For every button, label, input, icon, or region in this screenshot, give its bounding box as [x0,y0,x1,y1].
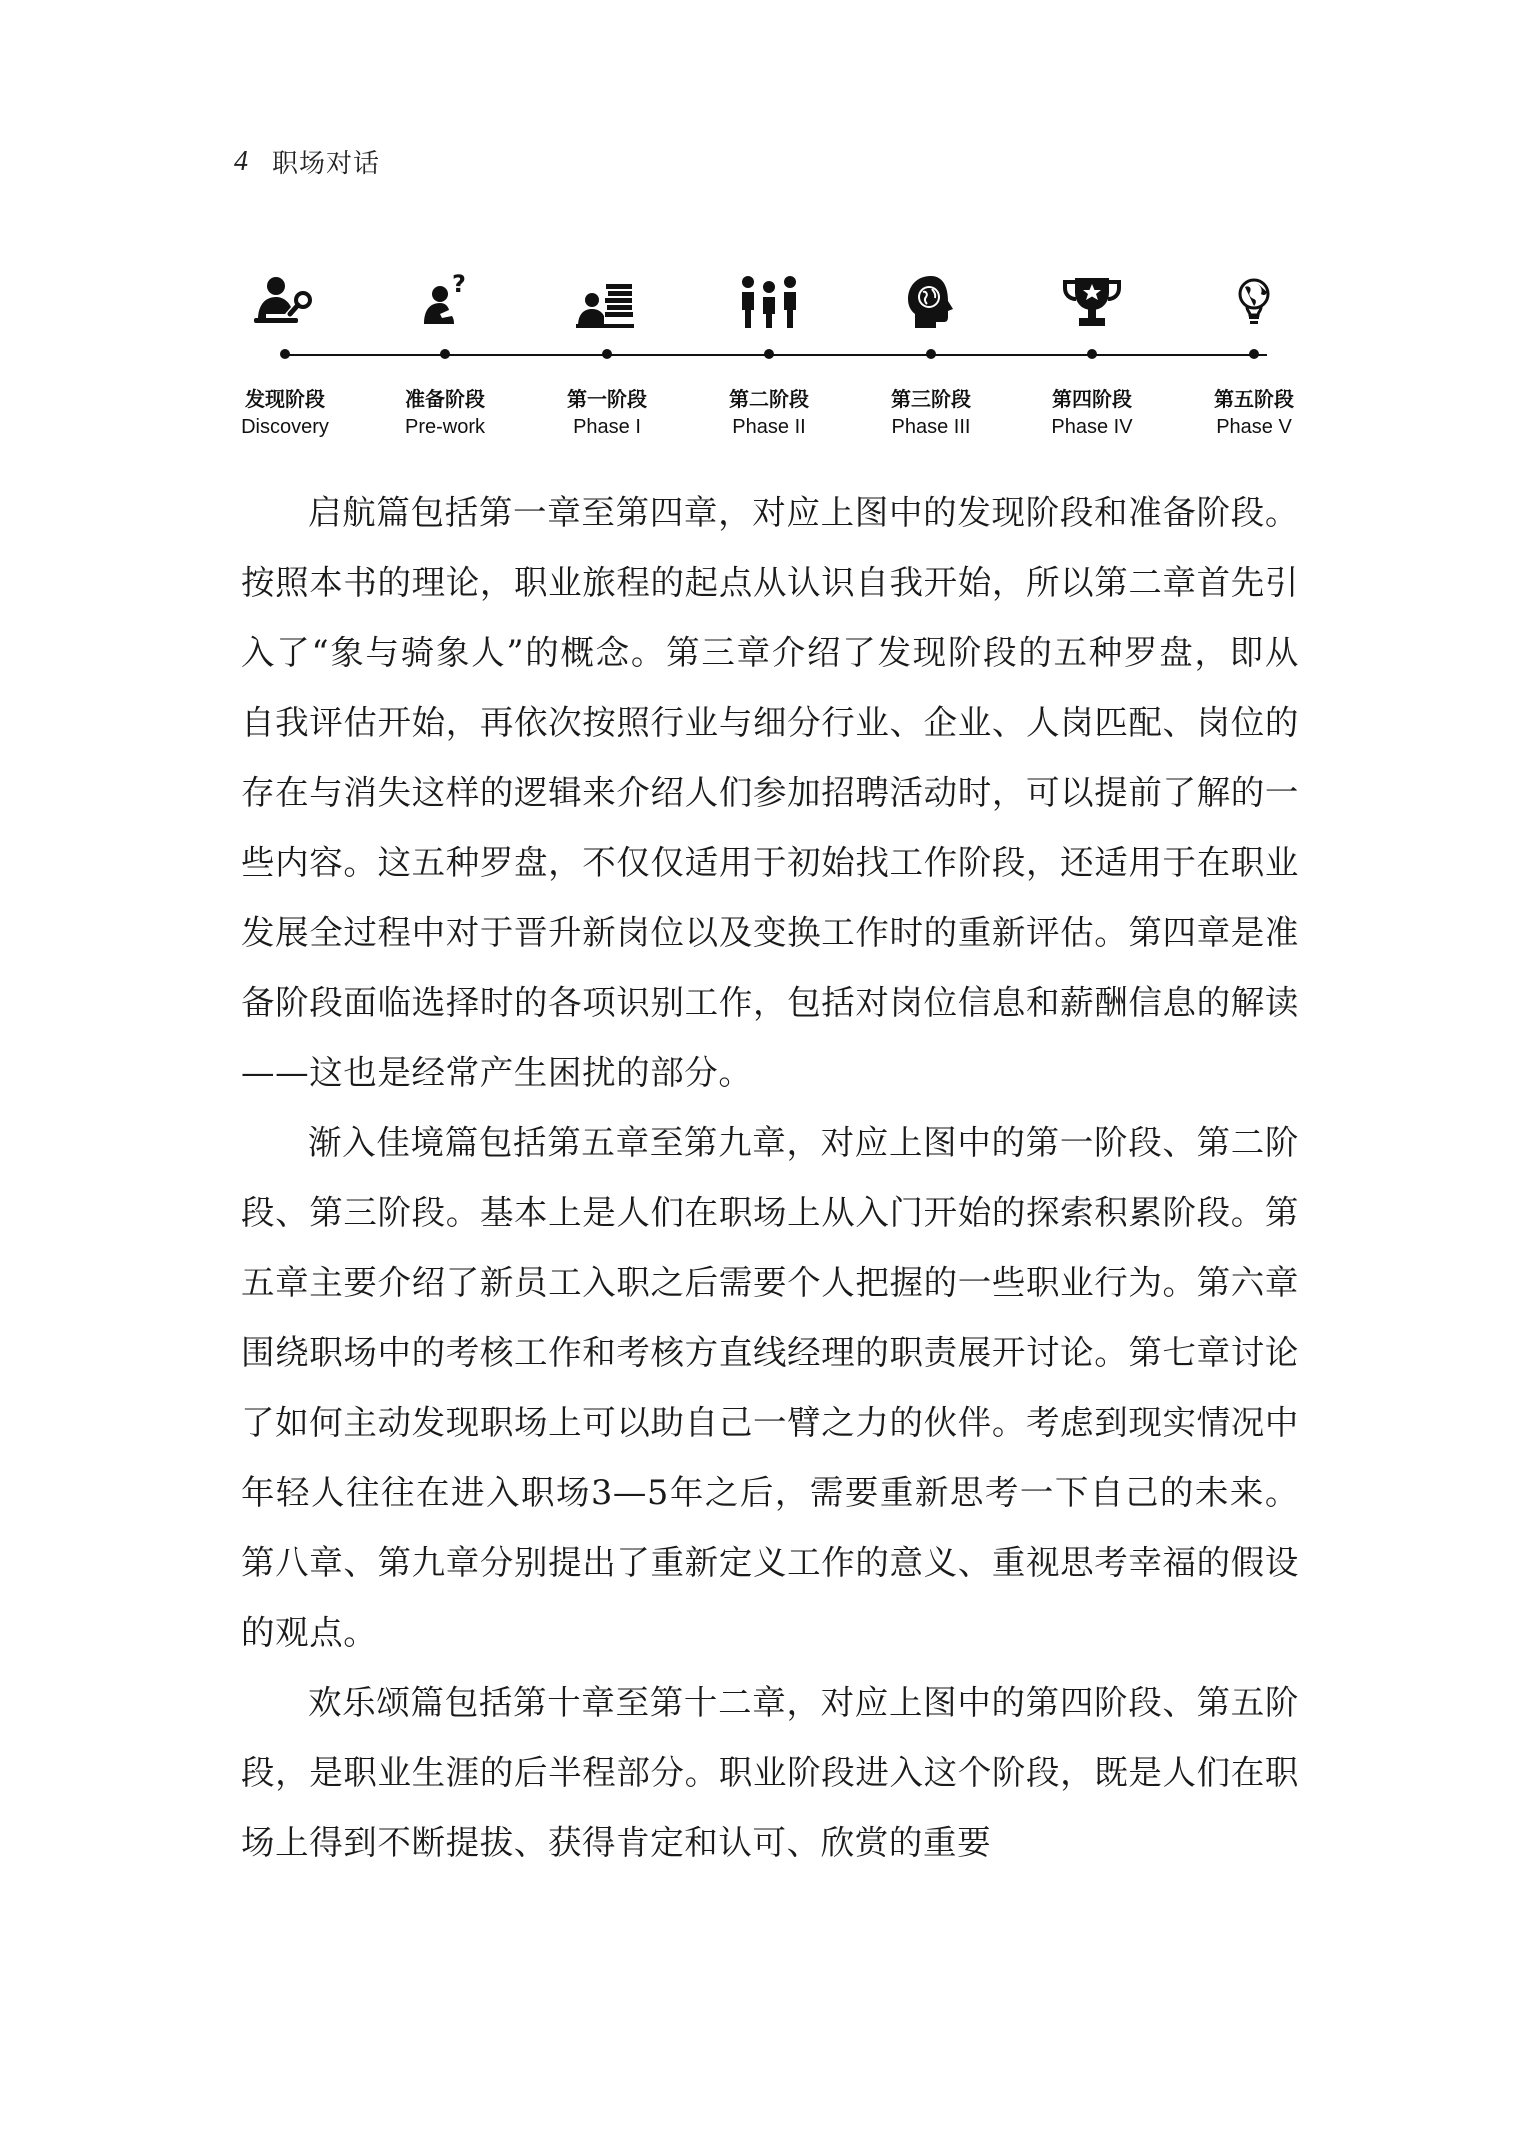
person-magnifier-icon [252,270,318,336]
timeline-node [440,349,450,359]
person-reading-books-icon [574,270,640,336]
timeline-stage-pre-work [375,270,515,439]
paragraph: 欢乐颂篇包括第十章至第十二章，对应上图中的第四阶段、第五阶段，是职业生涯的后半程部分。职业阶段进入这个阶段，既是人们在职场上得到不断提拔、获得肯定和认可、欣赏的重要 [241,1683,1299,1862]
stage-label-cn: 发现阶段 [245,387,325,411]
head-globe-icon [898,270,964,336]
stage-label-en: Phase II [732,416,806,438]
timeline-node [1249,349,1259,359]
stage-label-cn: 第三阶段 [891,387,971,411]
page-number: 4 [234,145,248,177]
timeline-node [1087,349,1097,359]
timeline-stage-phase-5 [1184,270,1324,439]
timeline-stage-phase-2 [699,270,839,439]
stage-label-en: Pre-work [404,416,485,438]
timeline-node [764,349,774,359]
stage-label-en: Phase V [1216,416,1292,438]
stage-label-cn: 准备阶段 [405,387,485,411]
stage-label-en: Phase III [891,416,971,438]
timeline-stage-phase-1 [537,270,677,439]
timeline-node [602,349,612,359]
stage-label-en: Phase I [573,416,641,438]
career-stage-timeline [240,270,1300,450]
stage-label-cn: 第四阶段 [1052,387,1132,411]
timeline-stage-phase-3 [861,270,1001,439]
person-thinking-question-icon [412,270,478,336]
running-title: 职场对话 [272,148,381,178]
stage-label-cn: 第五阶段 [1214,387,1294,411]
timeline-stage-discovery [215,270,355,439]
stage-label-cn: 第一阶段 [567,387,647,411]
timeline-node [926,349,936,359]
page-header [234,143,380,180]
stage-label-cn: 第二阶段 [729,387,809,411]
globe-lightbulb-icon [1221,270,1287,336]
body-text [241,478,1299,1878]
svg-text:?: ? [452,270,466,298]
group-people-icon [736,270,802,336]
trophy-icon [1059,270,1125,336]
paragraph: 启航篇包括第一章至第四章，对应上图中的发现阶段和准备阶段。按照本书的理论，职业旅程的起点从认识自我开始，所以第二章首先引入了“象与骑象人”的概念。第三章介绍了发现阶段的五种罗盘，即从自我评估开始，再依次按照行业与细分行业、企业、人岗匹配、岗位的存在与消失这样的逻辑来介绍人们参加招聘活动时，可以提前了解的一些内容。这五种罗盘，不仅仅适用于初始找工作阶段，还适用于在职业发展全过程中对于晋升新岗位以及变换工作时的重新评估。第四章是准备阶段面临选择时的各项识别工作，包括对岗位信息和薪酬信息的解读——这也是经常产生困扰的部分。 [241,493,1299,1092]
timeline-node [280,349,290,359]
paragraph: 渐入佳境篇包括第五章至第九章，对应上图中的第一阶段、第二阶段、第三阶段。基本上是人们在职场上从入门开始的探索积累阶段。第五章主要介绍了新员工入职之后需要个人把握的一些职业行为。第六章围绕职场中的考核工作和考核方直线经理的职责展开讨论。第七章讨论了如何主动发现职场上可以助自己一臂之力的伙伴。考虑到现实情况中年轻人往往在进入职场3—5年之后，需要重新思考一下自己的未来。第八章、第九章分别提出了重新定义工作的意义、重视思考幸福的假设的观点。 [241,1123,1299,1652]
timeline-stage-phase-4 [1022,270,1162,439]
stage-label-en: Phase IV [1051,416,1133,438]
stage-label-en: Discovery [241,416,329,438]
